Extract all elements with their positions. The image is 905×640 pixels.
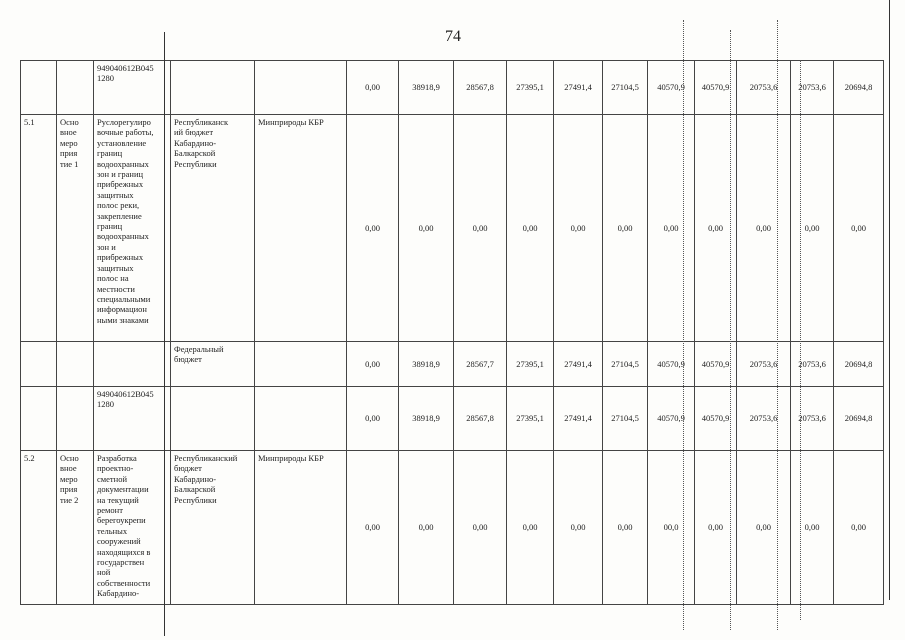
value-cell: 20753,6: [791, 387, 834, 451]
value-cell: 0,00: [347, 342, 399, 387]
executor-cell: [255, 387, 347, 451]
value-cell: 20753,6: [791, 61, 834, 115]
table-row: [21, 342, 884, 387]
activity-name-cell: [94, 342, 171, 387]
funding-source-cell: Республиканский бюджет Кабардино- Балкарской Республики: [171, 451, 255, 605]
value-cell: 40570,9: [648, 61, 695, 115]
table-row: [21, 451, 884, 605]
value-cell: 0,00: [834, 451, 884, 605]
value-cell: 20753,6: [737, 61, 791, 115]
value-cell: 28567,8: [454, 387, 507, 451]
executor-cell: [255, 342, 347, 387]
item-number-cell: 5.1: [21, 115, 57, 342]
value-cell: 0,00: [737, 451, 791, 605]
activity-name-cell: 949040612В045 1280: [94, 387, 171, 451]
value-cell: 0,00: [737, 115, 791, 342]
executor-cell: [255, 61, 347, 115]
value-cell: 38918,9: [399, 387, 454, 451]
value-cell: 0,00: [507, 451, 554, 605]
table-row: [21, 115, 884, 342]
value-cell: 0,00: [347, 387, 399, 451]
value-cell: 20694,8: [834, 387, 884, 451]
page-number: 74: [445, 28, 461, 45]
value-cell: 40570,9: [648, 342, 695, 387]
value-cell: 28567,7: [454, 342, 507, 387]
value-cell: 0,00: [347, 115, 399, 342]
value-cell: 27104,5: [603, 387, 648, 451]
activity-name-cell: Разработка проектно- сметной документации на текущий ремонт берегоукрепи тельных сооружений находящихся в государствен ной собственности Кабардино-: [94, 451, 171, 605]
item-number-cell: [21, 61, 57, 115]
value-cell: 27395,1: [507, 387, 554, 451]
value-cell: 0,00: [791, 451, 834, 605]
value-cell: 0,00: [347, 61, 399, 115]
value-cell: 0,00: [454, 451, 507, 605]
value-cell: 0,00: [554, 115, 603, 342]
item-number-cell: 5.2: [21, 451, 57, 605]
value-cell: 27395,1: [507, 61, 554, 115]
funding-source-cell: [171, 61, 255, 115]
table-row: [21, 61, 884, 115]
value-cell: 0,00: [791, 115, 834, 342]
value-cell: 27104,5: [603, 61, 648, 115]
activity-type-cell: [57, 387, 94, 451]
value-cell: 20753,6: [791, 342, 834, 387]
value-cell: 0,00: [603, 115, 648, 342]
value-cell: 38918,9: [399, 342, 454, 387]
item-number-cell: [21, 387, 57, 451]
activity-name-cell: Руслорегулиро вочные работы, установление границ водоохранных зон и границ прибрежных защитных полос реки, закрепление границ водоохранных зон и прибрежных защитных полос на местности специальными информацион ными знаками: [94, 115, 171, 342]
value-cell: 0,00: [695, 115, 737, 342]
activity-type-cell: [57, 61, 94, 115]
executor-cell: Минприроды КБР: [255, 451, 347, 605]
value-cell: 0,00: [399, 451, 454, 605]
activity-name-cell: 949040612В045 1280: [94, 61, 171, 115]
funding-source-cell: Федеральный бюджет: [171, 342, 255, 387]
value-cell: 40570,9: [695, 387, 737, 451]
value-cell: 27491,4: [554, 342, 603, 387]
value-cell: 27104,5: [603, 342, 648, 387]
value-cell: 0,00: [603, 451, 648, 605]
value-cell: 20694,8: [834, 61, 884, 115]
value-cell: 0,00: [347, 451, 399, 605]
value-cell: 20694,8: [834, 342, 884, 387]
value-cell: 40570,9: [695, 61, 737, 115]
value-cell: 40570,9: [695, 342, 737, 387]
value-cell: 40570,9: [648, 387, 695, 451]
table-row: [21, 387, 884, 451]
value-cell: 20753,6: [737, 387, 791, 451]
funding-source-cell: Республиканск ий бюджет Кабардино- Балкарской Республики: [171, 115, 255, 342]
value-cell: 0,00: [454, 115, 507, 342]
value-cell: 00,0: [648, 451, 695, 605]
value-cell: 0,00: [648, 115, 695, 342]
activity-type-cell: Осно вное меро прия тие 1: [57, 115, 94, 342]
value-cell: 27395,1: [507, 342, 554, 387]
activity-type-cell: [57, 342, 94, 387]
value-cell: 27491,4: [554, 61, 603, 115]
value-cell: 28567,8: [454, 61, 507, 115]
value-cell: 0,00: [834, 115, 884, 342]
value-cell: 0,00: [399, 115, 454, 342]
item-number-cell: [21, 342, 57, 387]
value-cell: 20753,6: [737, 342, 791, 387]
value-cell: 27491,4: [554, 387, 603, 451]
activity-type-cell: Осно вное меро прия тие 2: [57, 451, 94, 605]
value-cell: 0,00: [507, 115, 554, 342]
value-cell: 0,00: [554, 451, 603, 605]
executor-cell: Минприроды КБР: [255, 115, 347, 342]
value-cell: 38918,9: [399, 61, 454, 115]
funding-source-cell: [171, 387, 255, 451]
value-cell: 0,00: [695, 451, 737, 605]
budget-table: [20, 60, 884, 605]
